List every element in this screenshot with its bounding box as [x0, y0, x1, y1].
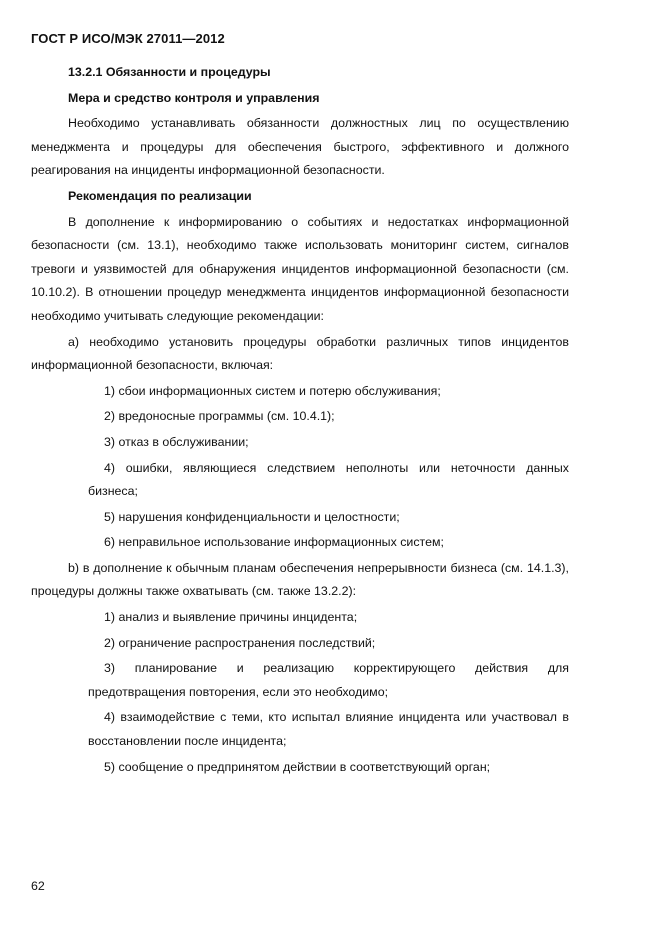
list-item-a-3: 3) отказ в обслуживании;	[104, 434, 249, 449]
page-number: 62	[31, 879, 45, 893]
list-item-a: a) необходимо установить процедуры обработки различных типов инцидентов информационной безопасности, включая:	[31, 334, 569, 373]
list-item-a-1: 1) сбои информационных систем и потерю обслуживания;	[104, 383, 441, 398]
list-item-a-5: 5) нарушения конфиденциальности и целостности;	[104, 509, 400, 524]
section-title: 13.2.1 Обязанности и процедуры	[68, 65, 271, 79]
document-body	[31, 61, 569, 779]
list-item-b-5: 5) сообщение о предпринятом действии в соответствующий орган;	[104, 759, 491, 774]
document-header: ГОСТ Р ИСО/МЭК 27011—2012	[31, 31, 225, 46]
list-item-b: b) в дополнение к обычным планам обеспечения непрерывности бизнеса (см. 14.1.3), процедуры должны также охватывать (см. также 13.2.2):	[31, 560, 569, 599]
control-paragraph: Необходимо устанавливать обязанности должностных лиц по осуществлению менеджмента и процедуры для обеспечения быстрого, эффективного и должного реагирования на инциденты информационной безопасности.	[31, 116, 569, 178]
guidance-heading: Рекомендация по реализации	[68, 188, 252, 203]
list-item-a-6: 6) неправильное использование информационных систем;	[104, 535, 444, 550]
list-item-a-4: 4) ошибки, являющиеся следствием неполноты или неточности данных бизнеса;	[88, 460, 569, 499]
list-item-b-2: 2) ограничение распространения последствий;	[104, 635, 376, 650]
list-item-a-2: 2) вредоносные программы (см. 10.4.1);	[104, 409, 335, 424]
list-item-b-3: 3) планирование и реализацию корректирующего действия для предотвращения повторения, если это необходимо;	[88, 661, 569, 699]
control-heading: Мера и средство контроля и управления	[68, 90, 320, 105]
list-item-b-1: 1) анализ и выявление причины инцидента;	[104, 610, 358, 625]
guidance-paragraph: В дополнение к информированию о событиях и недостатках информационной безопасности (см. 13.1), необходимо также использовать мониторинг систем, сигналов тревоги и уязвимостей для обнаружения инцидентов информационной безопасности (см. 10.10.2). В отношении процедур менеджмента инцидентов информационной безопасности необходимо учитывать следующие рекомендации:	[31, 214, 569, 323]
list-item-b-4: 4) взаимодействие с теми, кто испытал влияние инцидента или участвовал в восстановлении после инцидента;	[88, 710, 569, 749]
